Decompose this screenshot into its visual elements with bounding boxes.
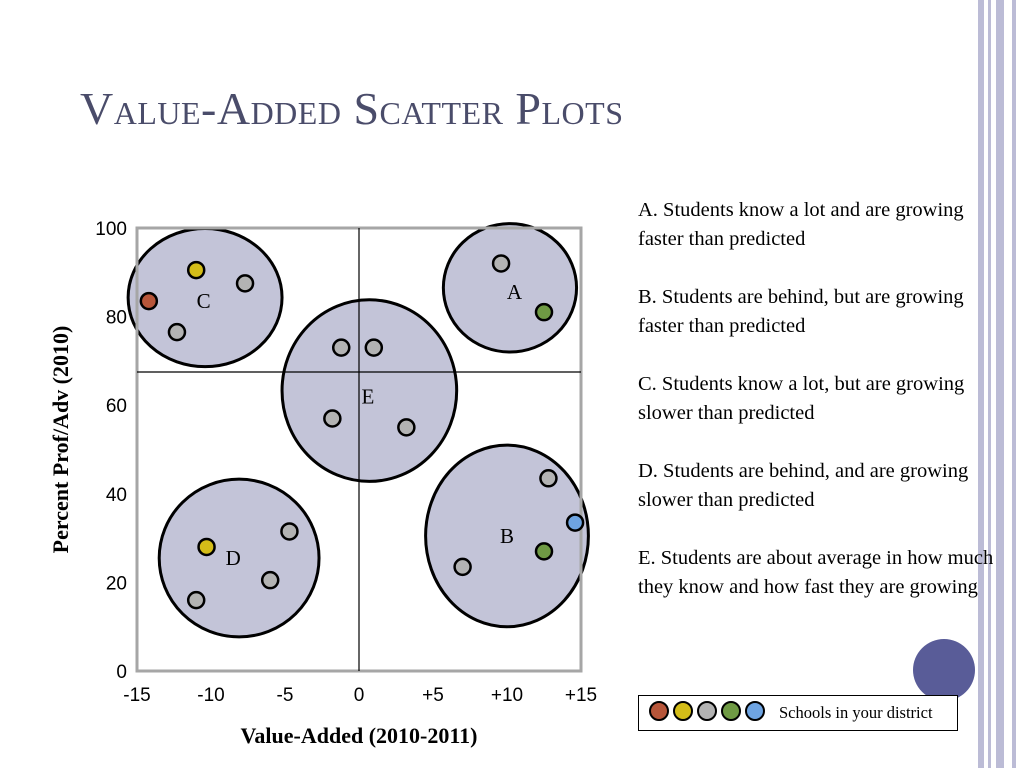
data-point [324,410,340,426]
x-tick-label: 0 [353,685,365,706]
y-tick-label: 20 [105,573,127,595]
y-tick-label: 80 [105,307,127,329]
group-label-e: E [361,384,375,409]
data-point [262,572,278,588]
group-label-a: A [506,280,522,305]
description-e: E. Students are about average in how much they know and how fast they are growing [638,547,994,598]
data-point [237,275,253,291]
data-point [141,293,157,309]
y-axis-title: Percent Prof/Adv (2010) [48,325,73,554]
description-d: D. Students are behind, and are growing slower than predicted [638,460,969,511]
data-point [536,304,552,320]
legend-swatch-green [721,701,741,721]
y-tick-label: 60 [105,396,127,418]
decorative-circle [913,639,975,701]
y-tick-label: 0 [116,662,127,683]
legend-label: Schools in your district [779,703,933,722]
x-tick-label: +5 [422,685,444,706]
group-label-b: B [499,523,515,548]
legend-swatch-yellow [673,701,693,721]
data-point [567,515,583,531]
data-point [281,523,297,539]
data-point [199,539,215,555]
legend-swatch-blue [745,701,765,721]
data-point [455,559,471,575]
data-point [188,262,204,278]
x-tick-label: +15 [564,685,598,706]
description-b: B. Students are behind, but are growing faster than predicted [638,286,964,337]
group-label-d: D [225,546,241,571]
data-point [188,592,204,608]
data-point [333,340,349,356]
slide-title: Value-Added Scatter Plots [80,83,624,134]
legend-swatch-gray [697,701,717,721]
y-tick-label: 40 [105,484,127,506]
x-tick-label: +10 [490,685,524,706]
legend [638,695,958,731]
group-label-c: C [196,289,211,314]
x-axis-title: Value-Added (2010-2011) [240,723,478,748]
x-tick-label: -15 [123,685,151,706]
data-point [540,470,556,486]
data-point [169,324,185,340]
y-tick-label: 100 [95,219,127,240]
x-tick-label: -5 [276,685,294,706]
legend-swatches [649,701,769,725]
description-a: A. Students know a lot and are growing faster than predicted [638,199,964,250]
x-tick-label: -10 [197,685,225,706]
description-c: C. Students know a lot, but are growing slower than predicted [638,373,965,424]
quadrant-descriptions [638,196,998,631]
data-point [398,419,414,435]
data-point [493,255,509,271]
data-point [536,543,552,559]
legend-swatch-red [649,701,669,721]
data-point [366,340,382,356]
